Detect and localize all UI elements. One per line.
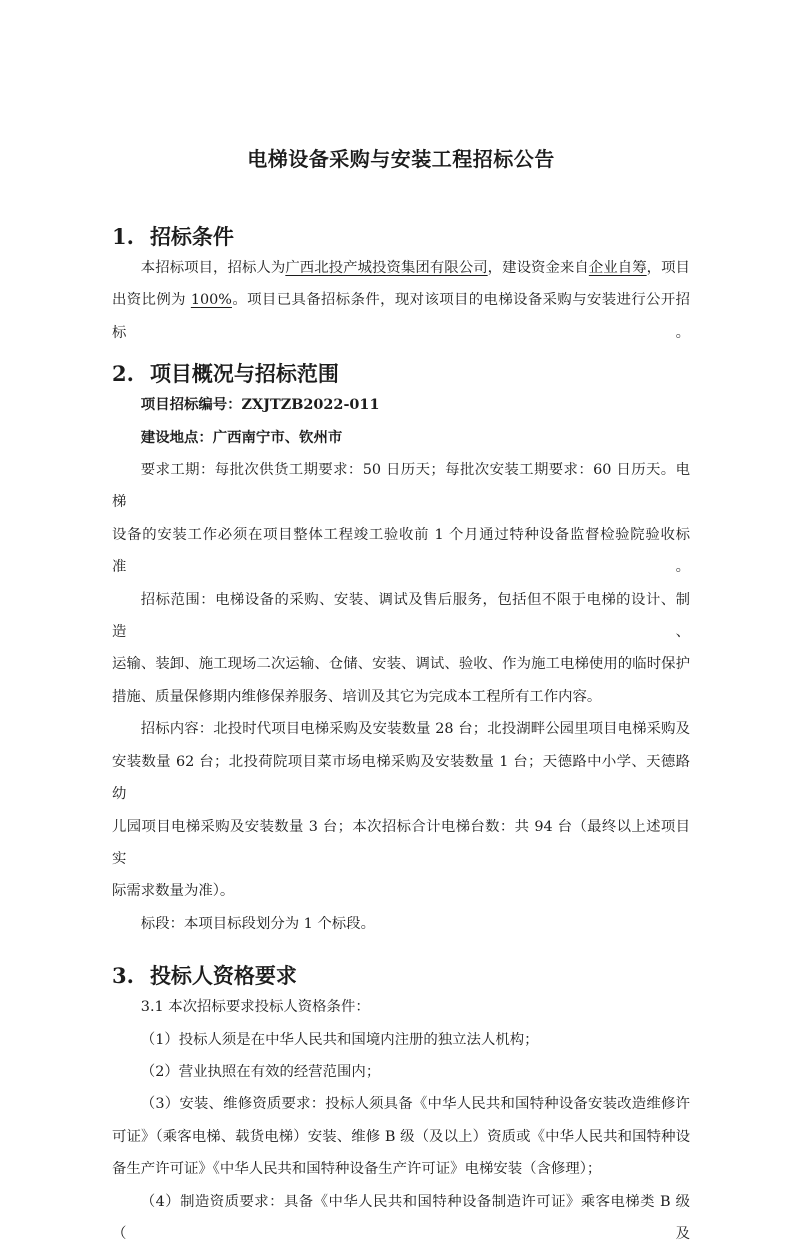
scope-line-3: 措施、质量保修期内维修保养服务、培训及其它为完成本工程所有工作内容。 [112,688,602,705]
qualification-item-3-line-3: 备生产许可证》《中华人民共和国特种设备生产许可证》电梯安装（含修理）； [112,1161,602,1178]
qualification-item-2: （2）营业执照在有效的经营范围内； [140,1063,381,1080]
content-line-2: 安装数量 62 台；北投荷院项目菜市场电梯采购及安装数量 1 台；天德路中小学、天德路幼 [112,753,690,803]
section-1-heading [112,222,690,252]
section-project-overview [112,359,690,940]
section-3-title: 投标人资格要求 [149,963,297,989]
qualification-intro-line: 3.1 本次招标要求投标人资格条件： [140,999,370,1016]
location-line: 建设地点：广西南宁市、钦州市 [140,428,343,446]
lot-line: 标段：本项目标段划分为 1 个标段。 [140,915,375,932]
conditions-paragraph-line-2 [112,284,690,349]
qualification-item-3-line-1: （3）安装、维修资质要求：投标人须具备《中华人民共和国特种设备安装改造维修许 [140,1096,690,1113]
funding-ratio-underlined: 100% [190,292,232,309]
document-title: 电梯设备采购与安装工程招标公告 [247,147,555,171]
qualification-item-1: （1）投标人须是在中华人民共和国境内注册的独立法人机构； [140,1031,539,1048]
bidder-name-underlined: 广西北投产城投资集团有限公司 [285,260,488,276]
duration-line-2: 设备的安装工作必须在项目整体工程竣工验收前 1 个月通过特种设备监督检验院验收标准。 [112,526,690,576]
content-line-1: 招标内容：北投时代项目电梯采购及安装数量 28 台；北投湖畔公园里项目电梯采购及 [140,721,690,738]
scope-line-2: 运输、装卸、施工现场二次运输、仓储、安装、调试、验收、作为施工电梯使用的临时保护 [112,656,690,673]
text-segment: 出资比例为 [112,292,191,309]
scope-line-1: 招标范围：电梯设备的采购、安装、调试及售后服务，包括但不限于电梯的设计、制造、 [112,591,690,641]
section-3-heading [112,961,690,991]
section-bidding-conditions [112,222,690,349]
duration-line-1: 要求工期：每批次供货工期要求：50 日历天；每批次安装工期要求：60 日历天。电梯 [112,462,690,511]
section-1-title: 招标条件 [149,224,234,249]
text-segment: ，建设资金来自 [487,260,589,276]
section-2-number: 2. [112,361,134,387]
qualification-item-3-line-2: 可证》（乘客电梯、载货电梯）安装、维修 B 级（及以上）资质或《中华人民共和国特种设 [112,1128,690,1145]
text-segment: 。项目已具备招标条件，现对该项目的电梯设备采购与安装进行公开招标。 [112,292,690,341]
conditions-paragraph-line-1 [112,252,690,284]
section-3-number: 3. [112,963,134,989]
text-segment: ，项目 [646,260,690,276]
text-segment: 本招标项目，招标人为 [140,260,286,276]
content-line-3: 儿园项目电梯采购及安装数量 3 台；本次招标合计电梯台数：共 94 台（最终以上述项目实 [112,818,690,867]
section-2-heading [112,359,690,389]
section-2-title: 项目概况与招标范围 [149,361,339,387]
content-line-4: 际需求数量为准）。 [112,883,235,900]
funding-source-underlined: 企业自筹 [588,260,647,276]
qualification-item-4: （4）制造资质要求：具备《中华人民共和国特种设备制造许可证》乘客电梯类 B 级（及 [112,1193,690,1242]
section-bidder-qualifications [112,961,690,1250]
bid-number-line: 项目招标编号：ZXJTZB2022-011 [140,396,380,414]
section-1-number: 1. [112,224,134,249]
